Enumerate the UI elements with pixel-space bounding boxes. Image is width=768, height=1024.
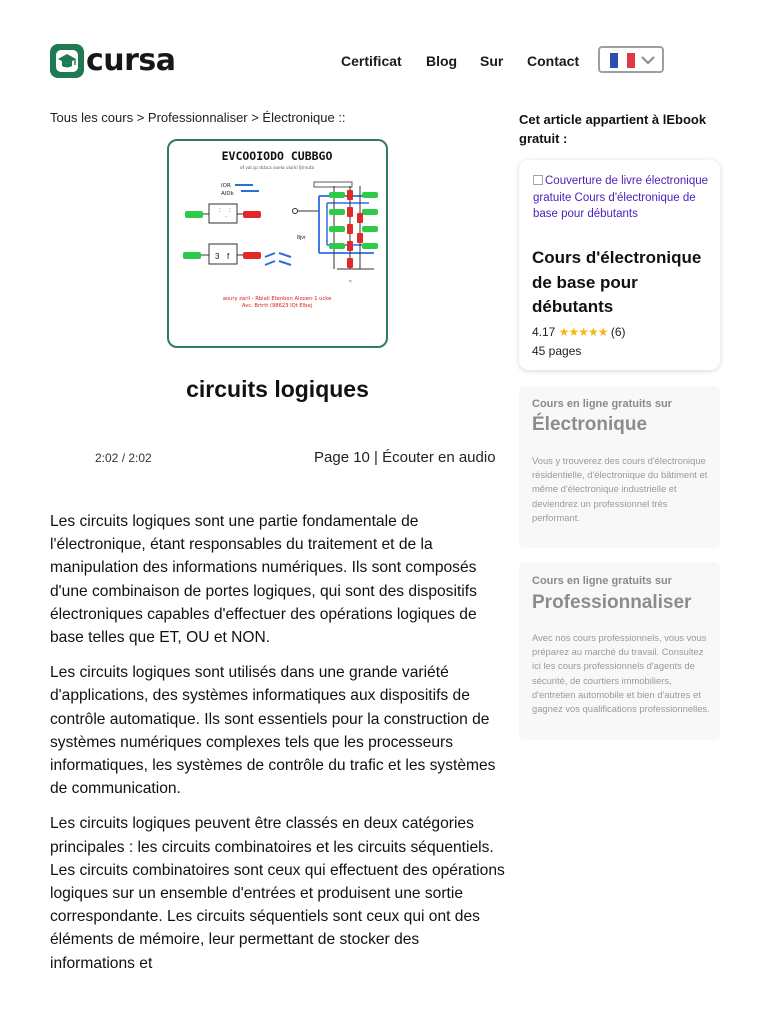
audio-time: 2:02 / 2:02 <box>95 451 152 465</box>
broken-image-icon <box>533 175 543 185</box>
svg-text::: : <box>229 208 231 214</box>
graduation-cap-icon <box>50 44 84 78</box>
promo-title[interactable]: Professionnaliser <box>532 592 692 613</box>
nav-blog[interactable]: Blog <box>426 53 458 69</box>
breadcrumb[interactable]: Tous les cours > Professionnaliser > Électronique :: <box>50 110 346 125</box>
svg-text:AIDk: AIDk <box>221 191 234 197</box>
nav-certificat[interactable]: Certificat <box>341 53 402 69</box>
svg-text::: : <box>219 208 221 214</box>
promo-electronique[interactable] <box>519 386 720 548</box>
ebook-title[interactable]: Cours d'électronique de base pour débutants <box>532 248 702 316</box>
article-body <box>50 510 506 987</box>
promo-professionnaliser[interactable] <box>519 562 720 740</box>
article-paragraph: Les circuits logiques sont utilisés dans une grande variété d'applications, des systèmes informatiques aux dispositifs de contrôle automatique. Ils sont essentiels pour la construction de systèmes numériques complexes tels que les processeurs informatiques, les systèmes de contrôle du trafic et les systèmes de communication. <box>50 664 496 798</box>
diagram-caption-1: aoury zaril - Rbiali Etenbon Alooen-1 ucke <box>222 296 332 302</box>
ebook-card[interactable] <box>519 160 720 370</box>
svg-text:f: f <box>227 252 230 261</box>
nav-contact[interactable]: Contact <box>527 53 580 69</box>
chevron-down-icon <box>641 55 655 65</box>
promo-description: Vous y trouverez des cours d'électronique résidentielle, d'électronique du bâtiment et même d'électronique industrielle et deviendrez un professionnel très performant. <box>532 455 708 523</box>
promo-description: Avec nos cours professionnels, vous vous préparez au marché du travail. Consultez ici les cours professionnels d'agents de sécurité, de courtiers immobiliers, d'entretien automobile et bien d'autres et gagnez vos qualifications professionnelles. <box>532 632 710 715</box>
cursa-logo[interactable] <box>50 44 176 78</box>
rating-value: 4.17 <box>532 325 556 339</box>
svg-text:IOR: IOR <box>221 183 231 189</box>
diagram-heading: EVCOOIODO CUBBGO <box>221 149 333 163</box>
sidebar-ebook-lead: Cet article appartient à lEbook gratuit : <box>519 112 707 146</box>
article-paragraph: Les circuits logiques sont une partie fondamentale de l'électronique, étant responsables du traitement et de la manipulation des informations numériques. Ils sont composés d'une combinaison de portes logiques, qui sont des dispositifs électroniques capables d'effectuer des opérations logiques de base telles que ET, OU et NON. <box>50 513 477 647</box>
promo-kicker: Cours en ligne gratuits sur <box>532 398 672 410</box>
diagram-subheading: of val.cp dcbca ouela ulurki Ijtrvuta <box>239 165 315 170</box>
listen-audio-link[interactable]: Page 10 | Écouter en audio <box>314 449 496 466</box>
svg-text:·: · <box>225 214 227 220</box>
ebook-cover-image[interactable]: Couverture de livre électronique gratuite Cours d'électronique de base pour débutants <box>533 175 709 220</box>
svg-text:8jvr: 8jvr <box>297 235 306 241</box>
rating-count: (6) <box>610 325 626 339</box>
article-paragraph: Les circuits logiques peuvent être classés en deux catégories principales : les circuits combinatoires et les circuits séquentiels. Les circuits combinatoires sont ceux qui effectuent des opérations logiques sur un ensemble d'entrées et produisent une sortie correspondante. Les circuits séquentiels sont ceux qui ont des éléments de mémoire, leur permettant de stocker des informations et <box>50 815 505 972</box>
ebook-pages: 45 pages <box>532 344 582 358</box>
article-hero-image <box>167 139 388 348</box>
promo-kicker: Cours en ligne gratuits sur <box>532 575 672 587</box>
language-selector[interactable] <box>598 46 664 73</box>
ebook-rating <box>532 325 626 339</box>
article-title: circuits logiques <box>186 376 369 402</box>
svg-text:≈: ≈ <box>349 279 352 285</box>
france-flag-icon <box>610 53 635 68</box>
star-rating-icon: ★★★★★ <box>558 325 608 339</box>
circuit-diagram <box>169 141 386 346</box>
diagram-caption-2: Avc. Brtrtt (98623 IQt Elbej <box>241 303 313 309</box>
svg-text:3: 3 <box>215 252 220 261</box>
promo-title[interactable]: Électronique <box>532 414 648 435</box>
logo-wordmark: cursa <box>86 43 176 78</box>
nav-sur[interactable]: Sur <box>480 53 504 69</box>
